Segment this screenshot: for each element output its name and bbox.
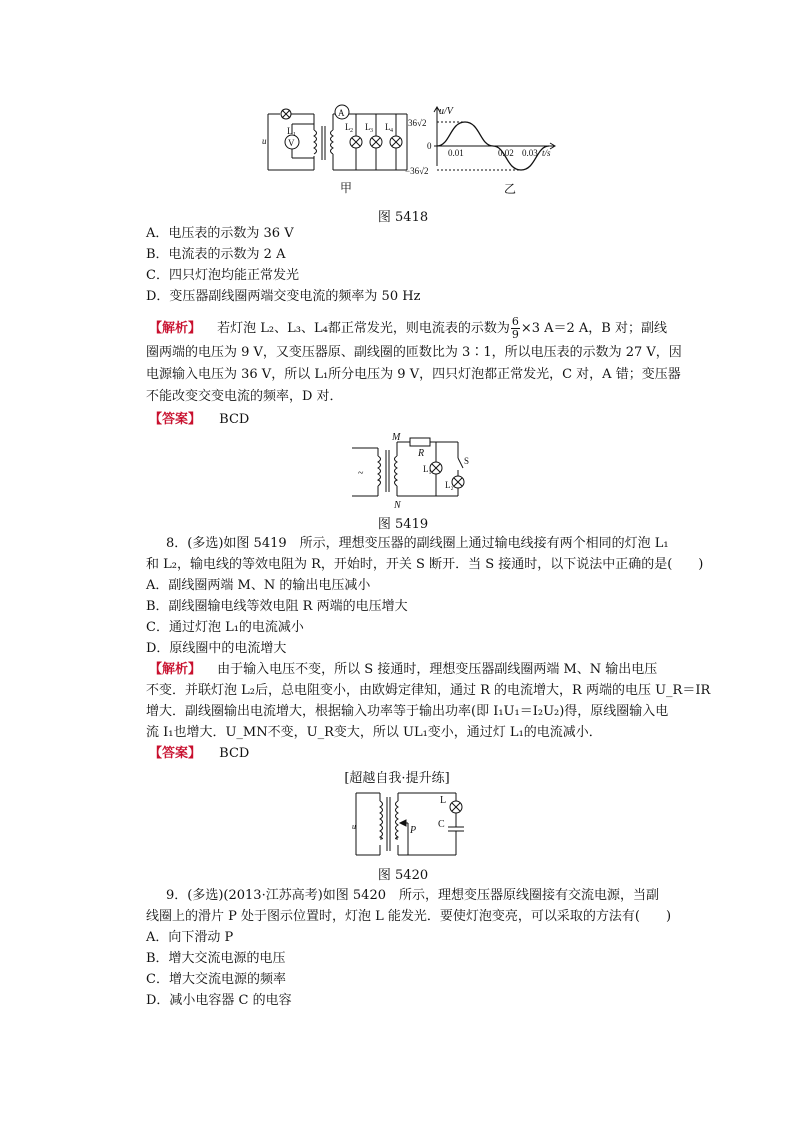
analysis-tag: 【解析】 <box>149 321 202 336</box>
answer-tag: 【答案】 <box>149 746 202 761</box>
waveform-xlabel: t/s <box>542 148 551 158</box>
svg-text:L: L <box>365 122 371 132</box>
q7-option-c: C．四只灯泡均能正常发光 <box>146 268 299 283</box>
q7-analysis-line-3: 电源输入电压为 36 V，所以 L₁所分电压为 9 V，四只灯泡都正常发光，C 对，A 错；变压器 <box>146 367 681 382</box>
svg-text:L₂: L₂ <box>445 480 454 490</box>
figure-5419-caption: 图 5419 <box>377 517 429 532</box>
q9-option-c: C．增大交流电源的频率 <box>146 972 286 987</box>
svg-text:S: S <box>464 456 470 466</box>
svg-text:3: 3 <box>370 128 373 134</box>
terminal-n-label: N <box>394 500 401 510</box>
tick-positive: 36√2 <box>408 118 427 128</box>
svg-text:0.01: 0.01 <box>448 148 464 158</box>
q7-answer: BCD <box>219 412 250 427</box>
q8-option-c: C．通过灯泡 L₁的电流减小 <box>146 620 304 635</box>
figure-5420 <box>350 787 475 859</box>
q9-option-d: D．减小电容器 C 的电容 <box>146 993 292 1008</box>
figure-5418-caption: 图 5418 <box>377 210 429 225</box>
circuit-and-waveform-diagram <box>262 100 562 200</box>
q8-option-d: D．原线圈中的电流增大 <box>146 641 287 656</box>
resistor-r-label: R <box>418 448 425 459</box>
slider-p-label: P <box>410 825 417 836</box>
q8-analysis-line-1: 【解析】 由于输入电压不变，所以 S 接通时，理想变压器副线圈两端 M、N 输出电压 <box>149 662 658 677</box>
q8-analysis-line-2: 不变．并联灯泡 L₂后，总电阻变小，由欧姆定律知，通过 R 的电流增大，R 两端的电压 U_R＝IR <box>146 683 711 698</box>
voltmeter-label: V <box>288 138 295 148</box>
subfigure-label-yi: 乙 <box>504 182 517 196</box>
svg-text:4: 4 <box>390 128 393 134</box>
capacitor-c-label: C <box>438 819 445 830</box>
q8-option-a: A．副线圈两端 M、N 的输出电压减小 <box>146 578 371 593</box>
figure-5418 <box>262 100 562 200</box>
q8-stem-line-2: 和 L₂，输电线的等效电阻为 R，开始时，开关 S 断开．当 S 接通时，以下说法中正确的是( ) <box>146 557 704 572</box>
waveform-ylabel: u/V <box>439 106 453 117</box>
svg-text:0.03: 0.03 <box>522 148 538 158</box>
q8-analysis-line-4: 流 I₁也增大．U_MN不变，U_R变大，所以 UL₁变小，通过灯 L₁的电流减小． <box>146 725 602 740</box>
q8-analysis-line-3: 增大．副线圈输出电流增大，根据输入功率等于输出功率(即 I₁U₁＝I₂U₂)得，原线圈输入电 <box>146 704 669 719</box>
answer-tag: 【答案】 <box>149 412 202 427</box>
q8-option-b: B．副线圈输电线等效电阻 R 两端的电压增大 <box>146 599 408 614</box>
fraction-6-9: $\frac{6}{9}$ <box>511 315 519 341</box>
q8-stem-line-1: 8．(多选)如图 5419 所示，理想变压器的副线圈上通过输电线接有两个相同的灯泡 L₁ <box>166 536 669 551</box>
analysis-tag: 【解析】 <box>149 662 202 677</box>
q7-answer-line <box>149 411 669 429</box>
q9-stem-line-2: 线圈上的滑片 P 处于图示位置时，灯泡 L 能发光．要使灯泡变亮，可以采取的方法有( ) <box>146 909 672 924</box>
figure-5419 <box>348 432 473 510</box>
svg-text:0: 0 <box>427 141 432 151</box>
figure-5420-caption: 图 5420 <box>377 868 429 883</box>
q8-answer-line <box>149 745 669 763</box>
circuit-diagram-5419 <box>348 432 473 510</box>
svg-text:u: u <box>352 822 356 831</box>
q7-option-d: D．变压器副线圈两端交变电流的频率为 50 Hz <box>146 289 421 304</box>
q7-option-b: B．电流表的示数为 2 A <box>146 247 286 262</box>
q9-option-a: A．向下滑动 P <box>146 930 234 945</box>
circuit-diagram-5420 <box>350 787 475 859</box>
q7-analysis-line-2: 圈两端的电压为 9 V，又变压器原、副线圈的匝数比为 3∶1，所以电压表的示数为 27 V，因 <box>146 345 682 360</box>
terminal-m-label: M <box>392 432 401 443</box>
q7-analysis-line-1: 【解析】 若灯泡 L₂、L₃、L₄都正常发光，则电流表的示数为 $\frac{6}{9}$ ×3 A＝2 A，B 对；副线 <box>149 315 667 341</box>
svg-text:L: L <box>385 122 391 132</box>
label-l1: L <box>287 126 293 136</box>
svg-text:~: ~ <box>358 468 364 479</box>
subfigure-label-jia: 甲 <box>340 181 353 195</box>
q9-option-b: B．增大交流电源的电压 <box>146 951 286 966</box>
q7-option-a: A．电压表的示数为 36 V <box>146 226 294 241</box>
tick-negative: −36√2 <box>405 166 429 176</box>
ammeter-label: A <box>338 108 345 118</box>
svg-text:L: L <box>345 122 351 132</box>
svg-text:u: u <box>262 136 267 146</box>
lamp-l-label: L <box>440 795 447 806</box>
q8-answer: BCD <box>219 746 250 761</box>
svg-text:1: 1 <box>293 132 296 138</box>
svg-text:2: 2 <box>350 128 353 134</box>
q9-stem-line-1: 9．(多选)(2013·江苏高考)如图 5420 所示，理想变压器原线圈接有交流电源，当副 <box>166 888 659 903</box>
q7-analysis-line-4: 不能改变交变电流的频率，D 对． <box>146 389 343 404</box>
svg-text:0.02: 0.02 <box>498 148 514 158</box>
section-title: [超越自我·提升练] <box>344 771 450 786</box>
svg-text:L₁: L₁ <box>423 464 432 474</box>
